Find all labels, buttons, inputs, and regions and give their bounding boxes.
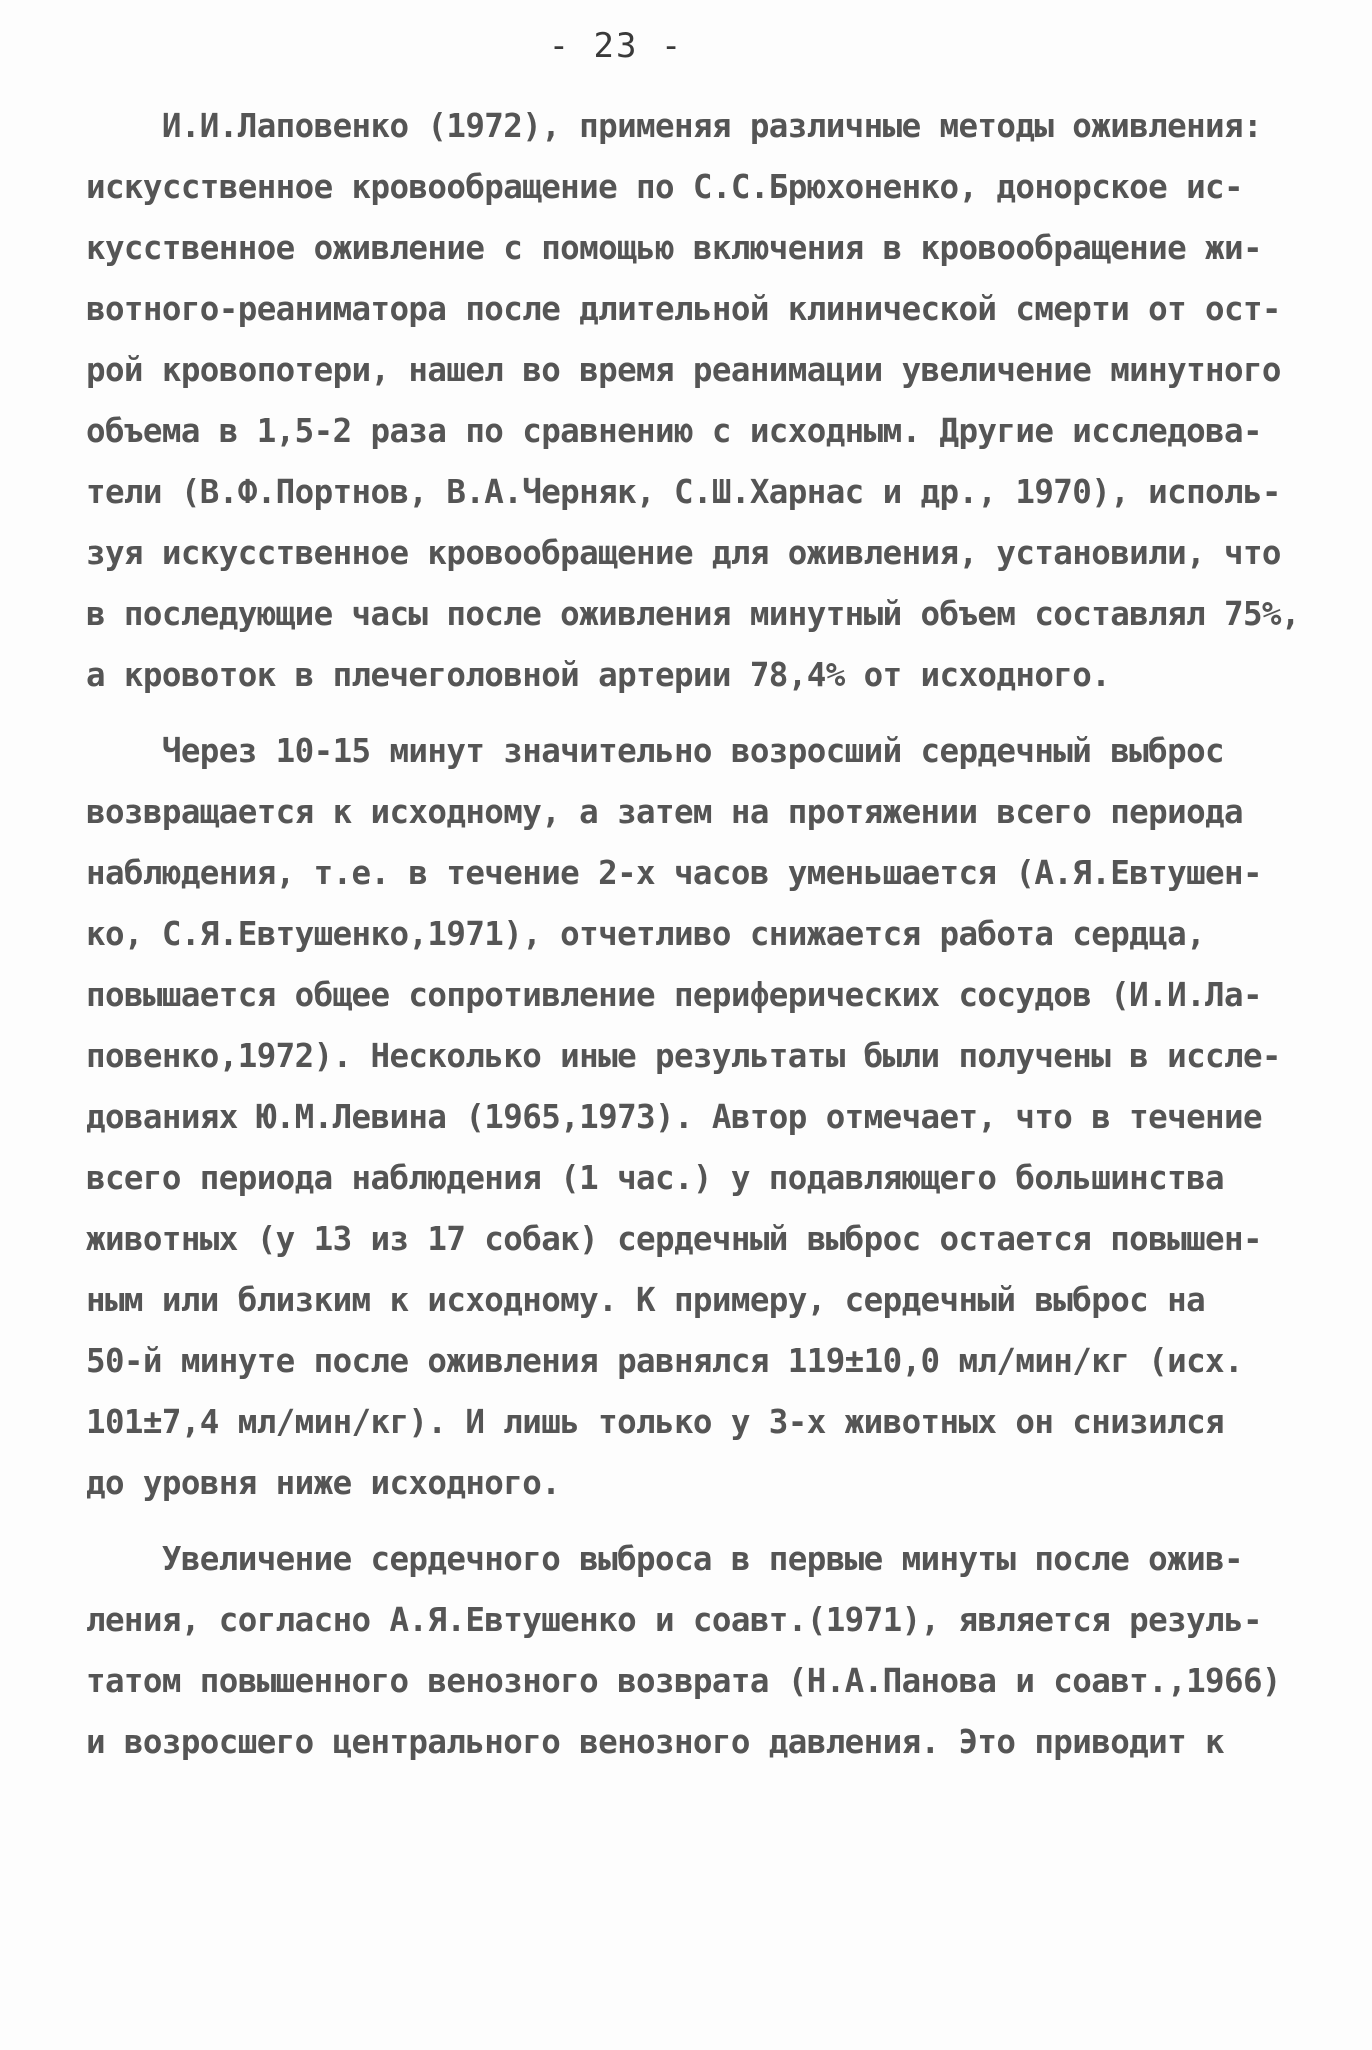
text-line: кусственное оживление с помощью включения в кровообращение жи- — [86, 229, 1262, 267]
text-line: Увеличение сердечного выброса в первые минуты после ожив- — [86, 1540, 1243, 1578]
text-line: искусственное кровообращение по С.С.Брюхоненко, донорское ис- — [86, 168, 1243, 206]
text-line: в последующие часы после оживления минутный объем составлял 75%, — [86, 595, 1300, 633]
text-line: 101±7,4 мл/мин/кг). И лишь только у 3-х животных он снизился — [86, 1403, 1224, 1441]
text-line: животных (у 13 из 17 собак) сердечный выброс остается повышен- — [86, 1220, 1262, 1258]
text-line: тели (В.Ф.Портнов, В.А.Черняк, С.Ш.Харнас и др., 1970), исполь- — [86, 473, 1281, 511]
text-line: и возросшего центрального венозного давления. Это приводит к — [86, 1723, 1224, 1761]
text-line: дованиях Ю.М.Левина (1965,1973). Автор отмечает, что в течение — [86, 1098, 1262, 1136]
text-line: до уровня ниже исходного. — [86, 1464, 561, 1502]
page-number: - 23 - — [548, 26, 684, 66]
text-line: татом повышенного венозного возврата (Н.А.Панова и соавт.,1966) — [86, 1662, 1281, 1700]
text-line: ным или близким к исходному. К примеру, сердечный выброс на — [86, 1281, 1206, 1319]
text-line: повышается общее сопротивление периферических сосудов (И.И.Ла- — [86, 976, 1262, 1014]
text-line: наблюдения, т.е. в течение 2-х часов уменьшается (А.Я.Евтушен- — [86, 854, 1262, 892]
text-line: Через 10-15 минут значительно возросший сердечный выброс — [86, 732, 1224, 770]
text-line: рой кровопотери, нашел во время реанимации увеличение минутного — [86, 351, 1281, 389]
text-line: вотного-реаниматора после длительной клинической смерти от ост- — [86, 290, 1281, 328]
text-line: ления, согласно А.Я.Евтушенко и соавт.(1971), является резуль- — [86, 1601, 1262, 1639]
text-line: 50-й минуте после оживления равнялся 119±10,0 мл/мин/кг (исх. — [86, 1342, 1243, 1380]
text-line: объема в 1,5-2 раза по сравнению с исходным. Другие исследова- — [86, 412, 1262, 450]
text-line: зуя искусственное кровообращение для оживления, установили, что — [86, 534, 1281, 572]
text-line: И.И.Лаповенко (1972), применяя различные методы оживления: — [86, 107, 1262, 145]
text-line: возвращается к исходному, а затем на протяжении всего периода — [86, 793, 1243, 831]
text-line: ко, С.Я.Евтушенко,1971), отчетливо снижается работа сердца, — [86, 915, 1206, 953]
text-line: повенко,1972). Несколько иные результаты были получены в иссле- — [86, 1037, 1281, 1075]
text-line: а кровоток в плечеголовной артерии 78,4% от исходного. — [86, 656, 1111, 694]
text-line: всего периода наблюдения (1 час.) у подавляющего большинства — [86, 1159, 1224, 1197]
